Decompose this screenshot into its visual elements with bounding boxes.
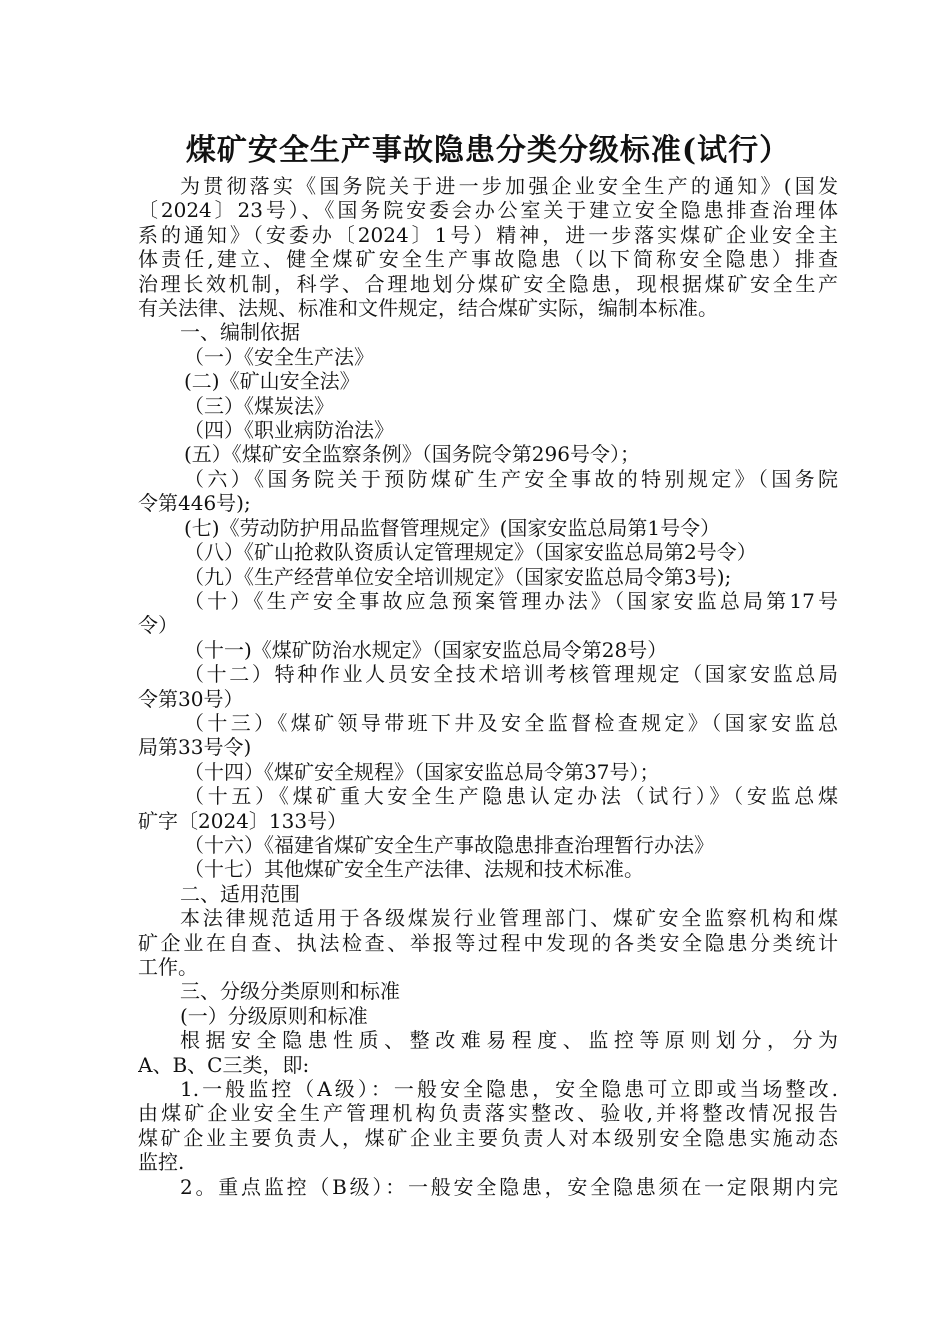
text-line: （八）《矿山抢救队资质认定管理规定》（国家安监总局第2号令） xyxy=(184,540,757,565)
text-line: 工作。 xyxy=(138,955,198,979)
document-body xyxy=(138,174,838,1199)
text-line: （三）《煤炭法》 xyxy=(184,393,334,418)
text-line: （四）《职业病防治法》 xyxy=(184,418,394,443)
text-line: 1.一般监控（A级）：一般安全隐患，安全隐患可立即或当场整改. xyxy=(180,1077,838,1102)
text-line: （十三）《煤矿领导带班下井及安全监督检查规定》（国家安监总 xyxy=(184,710,838,735)
text-line: 由煤矿企业安全生产管理机构负责落实整改、验收,并将整改情况报告 xyxy=(138,1101,838,1126)
text-line: 矿企业在自查、执法检查、举报等过程中发现的各类安全隐患分类统计 xyxy=(138,930,838,955)
text-line: 〔2024〕23号）、《国务院安委会办公室关于建立安全隐患排查治理体 xyxy=(138,198,838,223)
text-line: 煤矿企业主要负责人，煤矿企业主要负责人对本级别安全隐患实施动态 xyxy=(138,1125,838,1150)
text-line: （一）《安全生产法》 xyxy=(184,344,374,369)
text-line: (二)《矿山安全法》 xyxy=(184,369,360,394)
text-line: (五）《煤矿安全监察条例》（国务院令第296号令）； xyxy=(184,442,640,467)
text-line: 本法律规范适用于各级煤炭行业管理部门、煤矿安全监察机构和煤 xyxy=(180,906,838,931)
text-line: 令） xyxy=(138,613,178,638)
text-line: 二、适用范围 xyxy=(180,881,300,906)
text-line: 系的通知》（安委办〔2024〕1号）精神，进一步落实煤矿企业安全主 xyxy=(138,222,838,247)
text-line: （十六）《福建省煤矿安全生产事故隐患排查治理暂行办法》 xyxy=(184,832,714,857)
text-line: （十四）《煤矿安全规程》（国家安监总局令第37号）； xyxy=(184,759,660,784)
text-line: 2。重点监控（B级）：一般安全隐患，安全隐患须在一定限期内完 xyxy=(180,1174,838,1199)
text-line: 局第33号令) xyxy=(138,735,252,760)
text-line: （十七）其他煤矿安全生产法律、法规和技术标准。 xyxy=(184,857,644,882)
document-page xyxy=(138,128,838,1199)
text-line: （十二）特种作业人员安全技术培训考核管理规定（国家安监总局 xyxy=(184,662,838,687)
document-title: 煤矿安全生产事故隐患分类分级标准(试行） xyxy=(185,133,791,168)
text-line: 有关法律、法规、标准和文件规定，结合煤矿实际，编制本标准。 xyxy=(138,296,718,321)
text-line: 为贯彻落实《国务院关于进一步加强企业安全生产的通知》(国发 xyxy=(180,174,838,198)
text-line: 治理长效机制，科学、合理地划分煤矿安全隐患，现根据煤矿安全生产 xyxy=(138,271,838,296)
text-line: （六）《国务院关于预防煤矿生产安全事故的特别规定》（国务院 xyxy=(184,466,838,491)
text-line: A、B、C三类，即: xyxy=(138,1052,310,1077)
text-line: (七)《劳动防护用品监督管理规定》(国家安监总局第1号令） xyxy=(184,515,721,540)
text-line: （十）《生产安全事故应急预案管理办法》（国家安监总局第17号 xyxy=(184,588,838,613)
text-line: 矿字〔2024〕133号） xyxy=(138,808,348,833)
text-line: (一）分级原则和标准 xyxy=(180,1003,368,1028)
text-line: 体责任,建立、健全煤矿安全生产事故隐患（以下简称安全隐患）排查 xyxy=(138,247,838,272)
text-line: 三、分级分类原则和标准 xyxy=(180,979,400,1004)
text-line: （十五）《煤矿重大安全生产隐患认定办法（试行）》（安监总煤 xyxy=(184,784,838,809)
text-line: （十一)《煤矿防治水规定》（国家安监总局令第28号） xyxy=(184,637,668,662)
text-line: 根据安全隐患性质、整改难易程度、监控等原则划分，分为 xyxy=(180,1028,838,1053)
text-line: （九）《生产经营单位安全培训规定》（国家安监总局令第3号); xyxy=(184,564,732,589)
text-line: 令第30号） xyxy=(138,686,244,711)
text-line: 一、编制依据 xyxy=(180,320,300,345)
text-line: 监控. xyxy=(138,1150,185,1175)
text-line: 令第446号); xyxy=(138,491,251,516)
